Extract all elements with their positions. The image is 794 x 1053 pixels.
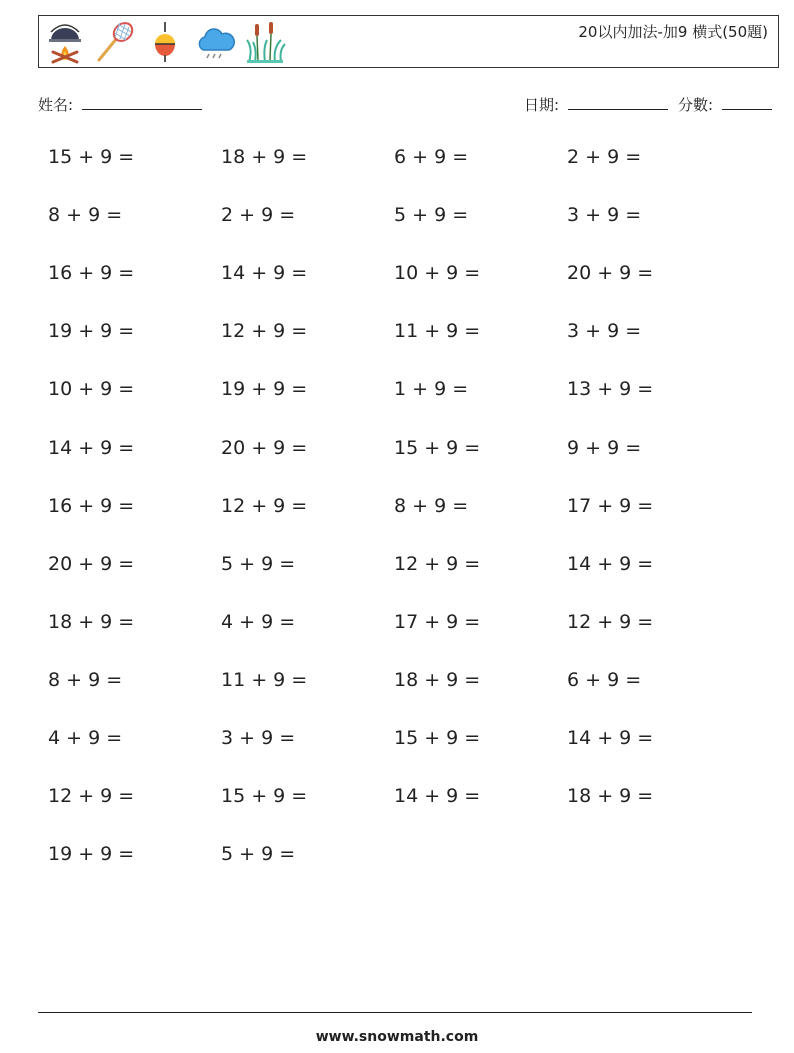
problem-item: 17 + 9 = [567, 494, 654, 517]
problem-item: 14 + 9 = [48, 436, 135, 459]
campfire-pot-icon [43, 20, 87, 64]
problem-item: 12 + 9 = [394, 552, 481, 575]
problem-item: 18 + 9 = [394, 668, 481, 691]
problem-item: 8 + 9 = [394, 494, 469, 517]
date-label: 日期: [524, 96, 560, 114]
footer-divider [38, 1012, 752, 1013]
problem-item: 14 + 9 = [394, 785, 481, 808]
problem-item: 12 + 9 = [221, 320, 308, 343]
score-field [678, 94, 772, 115]
problem-item: 3 + 9 = [567, 320, 642, 343]
problem-item: 10 + 9 = [394, 262, 481, 285]
score-label: 分數: [678, 96, 714, 114]
problem-item: 12 + 9 = [221, 494, 308, 517]
problem-item: 16 + 9 = [48, 262, 135, 285]
problem-item: 15 + 9 = [394, 436, 481, 459]
problem-item: 3 + 9 = [567, 204, 642, 227]
fishing-bobber-icon [143, 20, 187, 64]
problem-item: 18 + 9 = [48, 610, 135, 633]
problem-item: 14 + 9 = [567, 727, 654, 749]
problem-item: 1 + 9 = [394, 378, 469, 401]
problem-item: 8 + 9 = [48, 668, 123, 691]
worksheet-title: 20以内加法-加9 横式(50題) [578, 23, 768, 41]
name-field [38, 94, 202, 115]
problem-item: 17 + 9 = [394, 610, 481, 633]
problem-item: 5 + 9 = [394, 204, 469, 227]
problem-item: 12 + 9 = [48, 785, 135, 808]
problem-item: 3 + 9 = [221, 727, 296, 749]
problem-item: 14 + 9 = [567, 552, 654, 575]
problem-item: 15 + 9 = [48, 146, 135, 168]
problem-item: 9 + 9 = [567, 436, 642, 459]
problem-item: 15 + 9 = [221, 785, 308, 808]
score-blank [722, 96, 772, 110]
problem-item: 20 + 9 = [48, 552, 135, 575]
problem-item: 4 + 9 = [48, 727, 123, 749]
problem-item: 4 + 9 = [221, 610, 296, 633]
problem-item: 13 + 9 = [567, 378, 654, 401]
problem-item: 18 + 9 = [221, 146, 308, 168]
problem-item: 19 + 9 = [221, 378, 308, 401]
problem-item: 19 + 9 = [48, 843, 135, 866]
problem-item: 15 + 9 = [394, 727, 481, 749]
header-icons [43, 18, 287, 66]
name-blank [82, 96, 202, 110]
problem-item: 2 + 9 = [221, 204, 296, 227]
problem-item: 19 + 9 = [48, 320, 135, 343]
date-field [524, 94, 668, 115]
worksheet-header [38, 15, 779, 68]
problem-item: 11 + 9 = [221, 668, 308, 691]
date-blank [568, 96, 668, 110]
problem-item: 11 + 9 = [394, 320, 481, 343]
problem-item: 2 + 9 = [567, 146, 642, 168]
problem-item: 20 + 9 = [567, 262, 654, 285]
problem-item: 5 + 9 = [221, 552, 296, 575]
problem-item: 6 + 9 = [567, 668, 642, 691]
problem-item: 16 + 9 = [48, 494, 135, 517]
problem-item: 10 + 9 = [48, 378, 135, 401]
rain-cloud-icon [193, 20, 237, 64]
problem-item: 14 + 9 = [221, 262, 308, 285]
reeds-icon [243, 20, 287, 64]
problem-item: 12 + 9 = [567, 610, 654, 633]
problem-item: 5 + 9 = [221, 843, 296, 866]
problem-item: 20 + 9 = [221, 436, 308, 459]
problem-item: 8 + 9 = [48, 204, 123, 227]
footer-url: www.snowmath.com [315, 1029, 479, 1045]
butterfly-net-icon [93, 20, 137, 64]
problem-item: 18 + 9 = [567, 785, 654, 808]
problem-item: 6 + 9 = [394, 146, 469, 168]
name-label: 姓名: [38, 96, 74, 114]
